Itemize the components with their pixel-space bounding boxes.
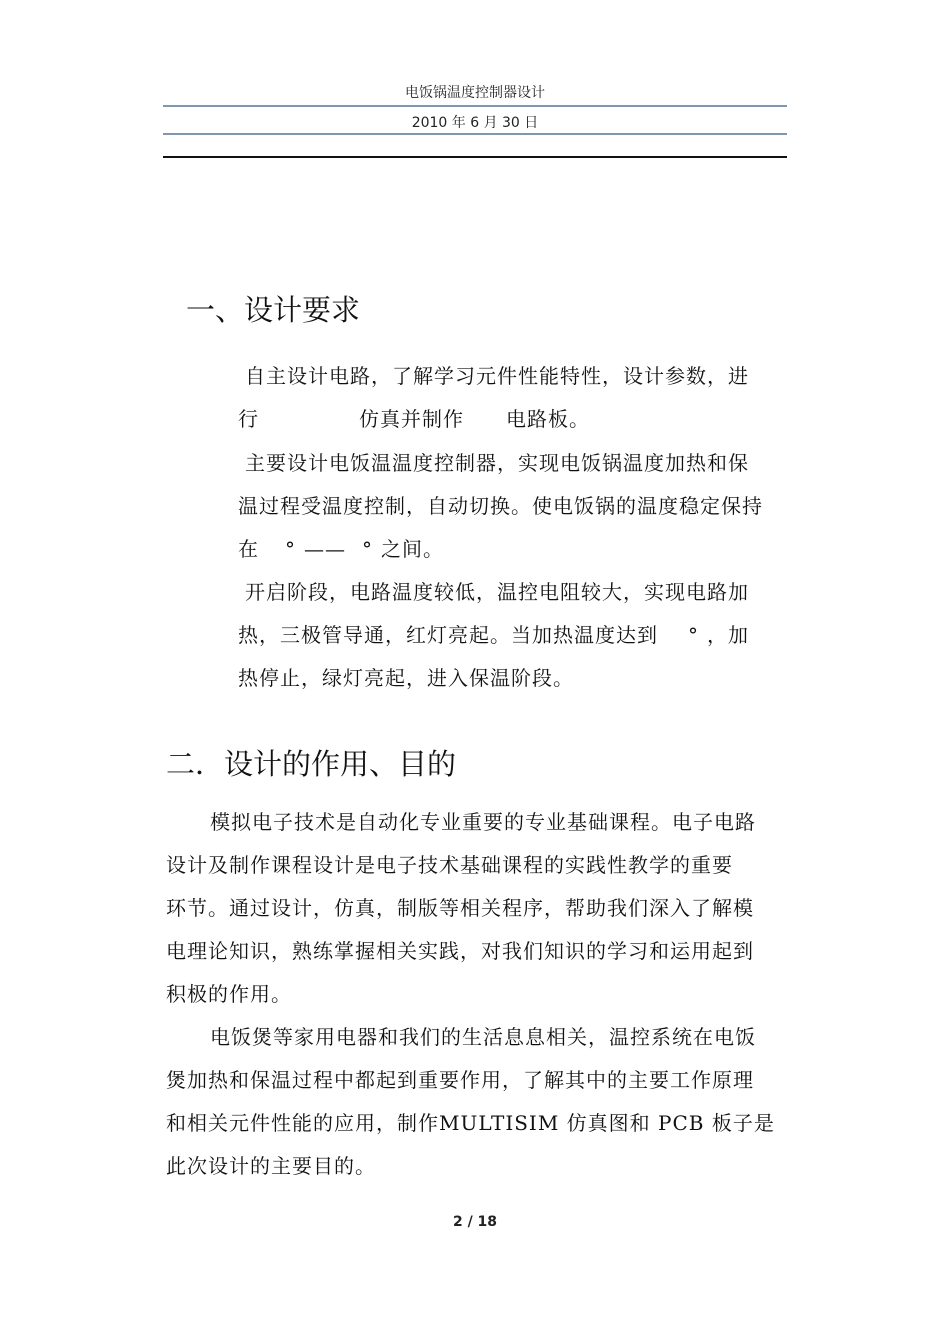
header-rule-black (163, 156, 787, 158)
section1-line-7: 热，三极管导通，红灯亮起。当加热温度达到 ° ，加 (238, 623, 749, 647)
section1-line-4: 温过程受温度控制，自动切换。使电饭锅的温度稳定保持 (238, 494, 763, 518)
section1-heading: 一、设计要求 (186, 293, 361, 327)
section1-line-3: 主要设计电饭温温度控制器，实现电饭锅温度加热和保 (245, 451, 749, 475)
section2-para1-line-1: 模拟电子技术是自动化专业重要的专业基础课程。电子电路 (210, 810, 756, 834)
page-number: 2 / 18 (452, 1214, 498, 1230)
header-rule-top (163, 105, 787, 107)
section2-heading: 二．设计的作用、目的 (166, 747, 457, 781)
section2-para1-line-3: 环节。通过设计，仿真，制版等相关程序，帮助我们深入了解模 (166, 896, 754, 920)
section2-para2-line-4: 此次设计的主要目的。 (166, 1154, 376, 1178)
section1-line-2: 行 仿真并制作 电路板。 (238, 407, 590, 431)
section2-para1-line-2: 设计及制作课程设计是电子技术基础课程的实践性教学的重要 (166, 853, 733, 877)
section2-para1-line-4: 电理论知识，熟练掌握相关实践，对我们知识的学习和运用起到 (166, 939, 754, 963)
section1-line-6: 开启阶段，电路温度较低，温控电阻较大，实现电路加 (245, 580, 749, 604)
section1-line-5: 在 ° —— ° 之间。 (238, 537, 444, 561)
section2-para2-line-3: 和相关元件性能的应用，制作MULTISIM 仿真图和 PCB 板子是 (166, 1111, 775, 1135)
section2-para2-line-2: 煲加热和保温过程中都起到重要作用，了解其中的主要工作原理 (166, 1068, 754, 1092)
header-rule-bottom (163, 133, 787, 135)
header-title: 电饭锅温度控制器设计 (405, 85, 545, 101)
section2-para1-line-5: 积极的作用。 (166, 982, 292, 1006)
section1-line-8: 热停止，绿灯亮起，进入保温阶段。 (238, 666, 574, 690)
header-date: 2010 年 6 月 30 日 (411, 115, 539, 131)
section1-line-1: 自主设计电路，了解学习元件性能特性，设计参数，进 (245, 364, 749, 388)
section2-para2-line-1: 电饭煲等家用电器和我们的生活息息相关，温控系统在电饭 (210, 1025, 756, 1049)
